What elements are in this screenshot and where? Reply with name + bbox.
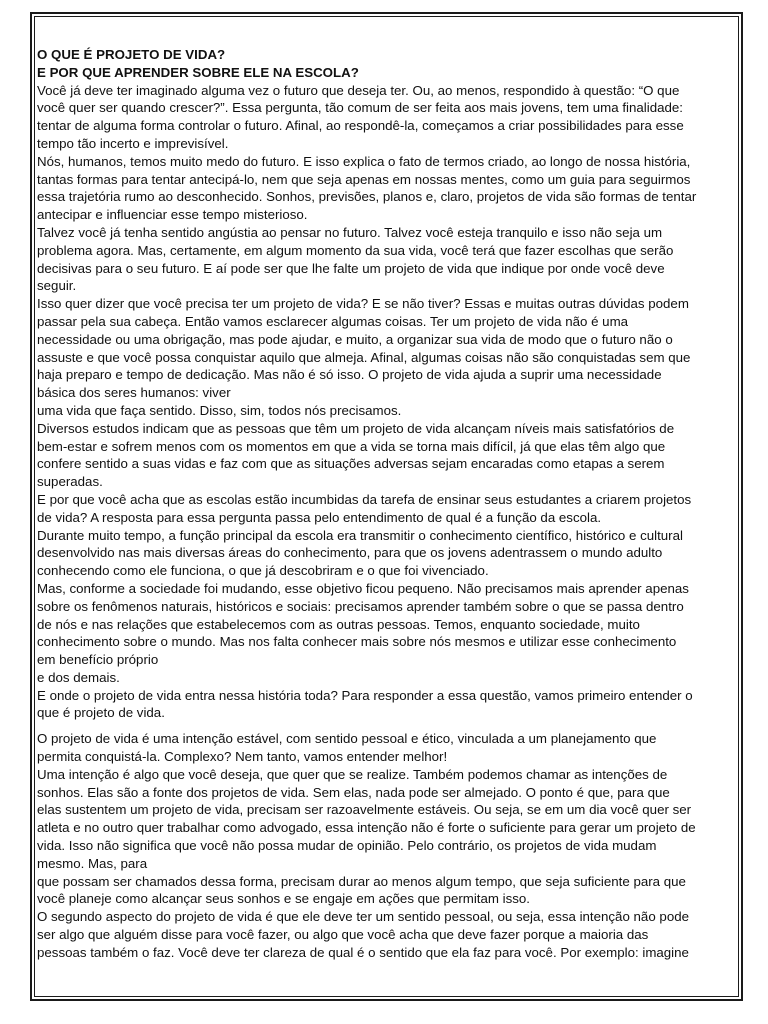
text-line: em benefício próprio	[37, 652, 159, 668]
text-line: Durante muito tempo, a função principal da escola era transmitir o conhecimento científico, histórico e cultural	[37, 527, 683, 543]
text-line: básica dos seres humanos: viver	[37, 385, 231, 401]
text-line: decisivas para o seu futuro. E aí pode ser que lhe falte um projeto de vida que indique por onde você deve	[37, 260, 665, 276]
paragraph-gap	[37, 722, 736, 730]
text-line: bem-estar e sofrem menos com os momentos em que a vida se torna mais difícil, já que elas têm algo que	[37, 438, 666, 454]
text-line: Nós, humanos, temos muito medo do futuro. E isso explica o fato de termos criado, ao longo de nossa história,	[37, 153, 691, 169]
text-line: conhecimento sobre o mundo. Mas nos falta conhecer mais sobre nós mesmos e utilizar esse conhecimento	[37, 634, 677, 650]
text-line: assuste e que você possa conquistar aquilo que almeja. Afinal, algumas coisas não são conquistadas sem que	[37, 349, 691, 365]
body-text	[37, 82, 736, 723]
text-line: pessoas também o faz. Você deve ter clareza de qual é o sentido que ela faz para você. Por exemplo: imagine	[37, 944, 689, 960]
text-line: haja preparo e tempo de dedicação. Mas não é só isso. O projeto de vida ajuda a suprir uma necessidade	[37, 367, 662, 383]
text-line: elas sustentem um projeto de vida, precisam ser razoavelmente estáveis. Ou seja, se em um dia você quer ser	[37, 802, 692, 818]
document-body	[37, 46, 736, 991]
text-line: E por que você acha que as escolas estão incumbidas da tarefa de ensinar seus estudantes a criarem projetos	[37, 491, 692, 507]
text-line: tempo tão incerto e imprevisível.	[37, 135, 229, 151]
text-line: Diversos estudos indicam que as pessoas que têm um projeto de vida alcançam níveis mais satisfatórios de	[37, 420, 675, 436]
text-line: E onde o projeto de vida entra nessa história toda? Para responder a essa questão, vamos primeiro entender o	[37, 687, 693, 703]
text-line: superadas.	[37, 474, 103, 490]
text-line: O segundo aspecto do projeto de vida é que ele deve ter um sentido pessoal, ou seja, essa intenção não pode	[37, 909, 690, 925]
title-line: E POR QUE APRENDER SOBRE ELE NA ESCOLA?	[37, 64, 359, 80]
text-line: que é projeto de vida.	[37, 705, 165, 721]
text-line: Mas, conforme a sociedade foi mudando, esse objetivo ficou pequeno. Não precisamos mais aprender apenas	[37, 580, 689, 596]
text-line: você quer ser quando crescer?”. Essa pergunta, tão comum de ser feita aos mais jovens, tem uma finalidade:	[37, 100, 683, 116]
text-line: sonhos. Elas são a fonte dos projetos de vida. Sem elas, nada pode ser almejado. O ponto é que, para que	[37, 784, 670, 800]
text-line: problema agora. Mas, certamente, em algum momento da sua vida, você terá que fazer escolhas que serão	[37, 242, 674, 258]
text-line: necessidade ou uma obrigação, mas pode ajudar, e muito, a organizar sua vida de modo que o futuro não o	[37, 331, 673, 347]
text-line: tentar de alguma forma controlar o futuro. Afinal, ao respondê-la, começamos a criar possibilidades para esse	[37, 118, 684, 134]
document-title	[37, 46, 736, 82]
text-line: que possam ser chamados dessa forma, precisam durar ao menos algum tempo, que seja suficiente para que	[37, 873, 686, 889]
body-text-continued	[37, 730, 736, 961]
text-line: conhecendo como ele funciona, o que já descobriram e o que foi vivenciado.	[37, 563, 489, 579]
title-line: O QUE É PROJETO DE VIDA?	[37, 47, 226, 62]
text-line: ser algo que alguém disse para você fazer, ou algo que você acha que deve fazer porque a maioria das	[37, 927, 649, 943]
text-line: você planeje como alcançar seus sonhos e se engaje em ações que permitam isso.	[37, 891, 530, 907]
text-line: uma vida que faça sentido. Disso, sim, todos nós precisamos.	[37, 402, 402, 418]
text-line: de nós e nas relações que estabelecemos com as outras pessoas. Temos, enquanto sociedade, muito	[37, 616, 640, 632]
text-line: antecipar e influenciar esse tempo misterioso.	[37, 207, 308, 223]
text-line: de vida? A resposta para essa pergunta passa pelo entendimento de qual é a função da escola.	[37, 509, 602, 525]
text-line: confere sentido a suas vidas e faz com que as situações adversas sejam encaradas como etapas a serem	[37, 456, 665, 472]
text-line: O projeto de vida é uma intenção estável, com sentido pessoal e ético, vinculada a um planejamento que	[37, 731, 657, 747]
text-line: desenvolvido nas mais diversas áreas do conhecimento, para que os jovens adentrassem o mundo adulto	[37, 545, 663, 561]
text-line: seguir.	[37, 278, 77, 294]
text-line: e dos demais.	[37, 669, 120, 685]
text-line: passar pela sua cabeça. Então vamos esclarecer algumas coisas. Ter um projeto de vida não é uma	[37, 313, 629, 329]
text-line: Isso quer dizer que você precisa ter um projeto de vida? E se não tiver? Essas e muitas outras dúvidas podem	[37, 296, 689, 312]
text-line: essa trajetória rumo ao desconhecido. Sonhos, previsões, planos e, claro, projetos de vida são formas de tentar	[37, 189, 697, 205]
text-line: Uma intenção é algo que você deseja, que quer que se realize. Também podemos chamar as intenções de	[37, 766, 668, 782]
text-line: tantas formas para tentar antecipá-lo, nem que seja apenas em nossas mentes, como um guia para seguirmos	[37, 171, 691, 187]
text-line: Talvez você já tenha sentido angústia ao pensar no futuro. Talvez você esteja tranquilo e isso não seja um	[37, 224, 663, 240]
text-line: Você já deve ter imaginado alguma vez o futuro que deseja ter. Ou, ao menos, respondido à questão: “O que	[37, 82, 680, 98]
text-line: sobre os fenômenos naturais, históricos e sociais: precisamos aprender também sobre o que se passa dentro	[37, 598, 684, 614]
text-line: mesmo. Mas, para	[37, 855, 148, 871]
text-line: atleta e no outro quer trabalhar como advogado, essa intenção não é forte o suficiente para gerar um projeto de	[37, 820, 696, 836]
text-line: vida. Isso não significa que você não possa mudar de opinião. Pelo contrário, os projetos de vida mudam	[37, 838, 657, 854]
text-line: permita conquistá-la. Complexo? Nem tanto, vamos entender melhor!	[37, 749, 448, 765]
